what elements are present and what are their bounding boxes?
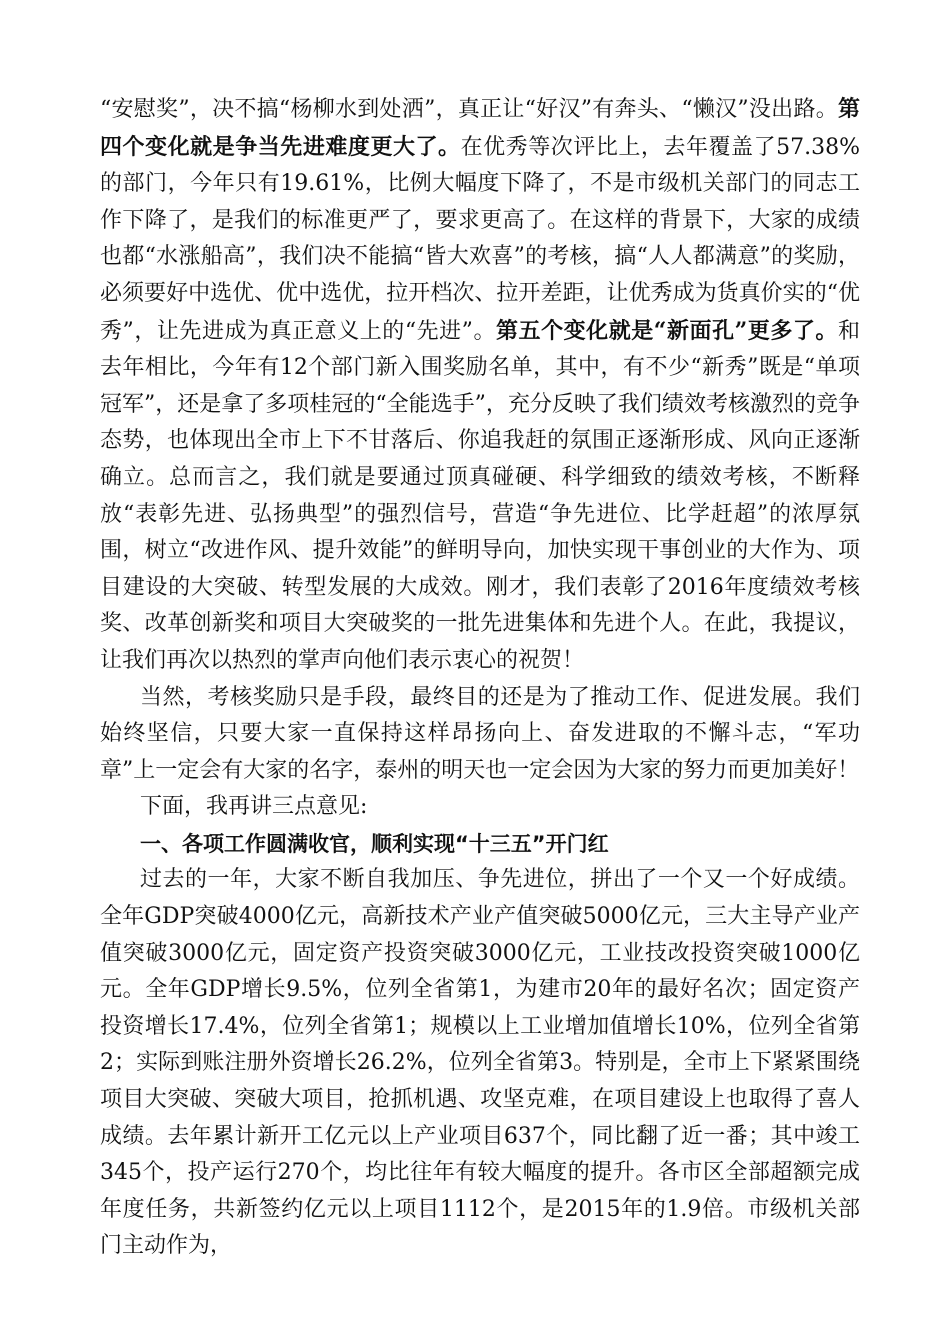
paragraph-text: 和去年相比，今年有12个部门新入围奖励名单，其中，有不少“新秀”既是“单项冠军”，还是拿了多项桂冠的“全能选手”，充分反映了我们绩效考核激烈的竞争态势，也体现出全市上下不甘落后、你追我赶的氛围正逐渐形成、风向正逐渐确立。总而言之，我们就是要通过顶真碰硬、科学细致的绩效考核，不断释放“表彰先进、弘扬典型”的强烈信号，营造“争先进位、比学赶超”的浓厚氛围，树立“改进作风、提升效能”的鲜明导向，加快实现干事创业的大作为、项目建设的大突破、转型发展的大成效。刚才，我们表彰了2016年度绩效考核奖、改革创新奖和项目大突破奖的一批先进集体和先进个人。在此，我提议，让我们再次以热烈的掌声向他们表示衷心的祝贺！ xyxy=(100,318,860,673)
document-body xyxy=(100,91,860,1265)
paragraph-awards-changes xyxy=(100,91,860,680)
section-heading-one: 一、各项工作圆满收官，顺利实现“十三五”开门红 xyxy=(140,831,609,856)
paragraph-text: “安慰奖”，决不搞“杨柳水到处洒”，真正让“好汉”有奔头、“懒汉”没出路。 xyxy=(100,97,838,122)
paragraph-text: 在优秀等次评比上，去年覆盖了57.38%的部门，今年只有19.61%，比例大幅度下降了，不是市级机关部门的同志工作下降了，是我们的标准更严了，要求更高了。在这样的背景下，大家的成绩也都“水涨船高”，我们决不能搞“皆大欢喜”的考核，搞“人人都满意”的奖励，必须要好中选优、优中选优，拉开档次、拉开差距，让优秀成为货真价实的“优秀”，让先进成为真正意义上的“先进”。 xyxy=(100,134,860,344)
bold-highlight-fifth-change: 第五个变化就是“新面孔”更多了。 xyxy=(496,317,838,344)
paragraph-purpose: 当然，考核奖励只是手段，最终目的还是为了推动工作、促进发展。我们始终坚信，只要大家一直保持这样昂扬向上、奋发进取的不懈斗志，“军功章”上一定会有大家的名字，泰州的明天也一定会因为大家的努力而更加美好！ xyxy=(100,684,860,783)
bold-highlight-fourth-change: 第四个变化就是争当先进难度更大了。 xyxy=(100,96,860,160)
paragraph-intro-opinions: 下面，我再讲三点意见: xyxy=(140,794,368,820)
paragraph-achievements: 过去的一年，大家不断自我加压、争先进位，拼出了一个又一个好成绩。全年GDP突破4000亿元，高新技术产业产值突破5000亿元，三大主导产业产值突破3000亿元，固定资产投资突破3000亿元，工业技改投资突破1000亿元。全年GDP增长9.5%，位列全省第1，为建市20年的最好名次；固定资产投资增长17.4%，位列全省第1；规模以上工业增加值增长10%，位列全省第2；实际到账注册外资增长26.2%，位列全省第3。特别是，全市上下紧紧围绕项目大突破、突破大项目，抢抓机遇、攻坚克难，在项目建设上也取得了喜人成绩。去年累计新开工亿元以上产业项目637个，同比翻了近一番；其中竣工345个，投产运行270个，均比往年有较大幅度的提升。各市区全部超额完成年度任务，共新签约亿元以上项目1112个，是2015年的1.9倍。市级机关部门主动作为， xyxy=(100,867,860,1259)
